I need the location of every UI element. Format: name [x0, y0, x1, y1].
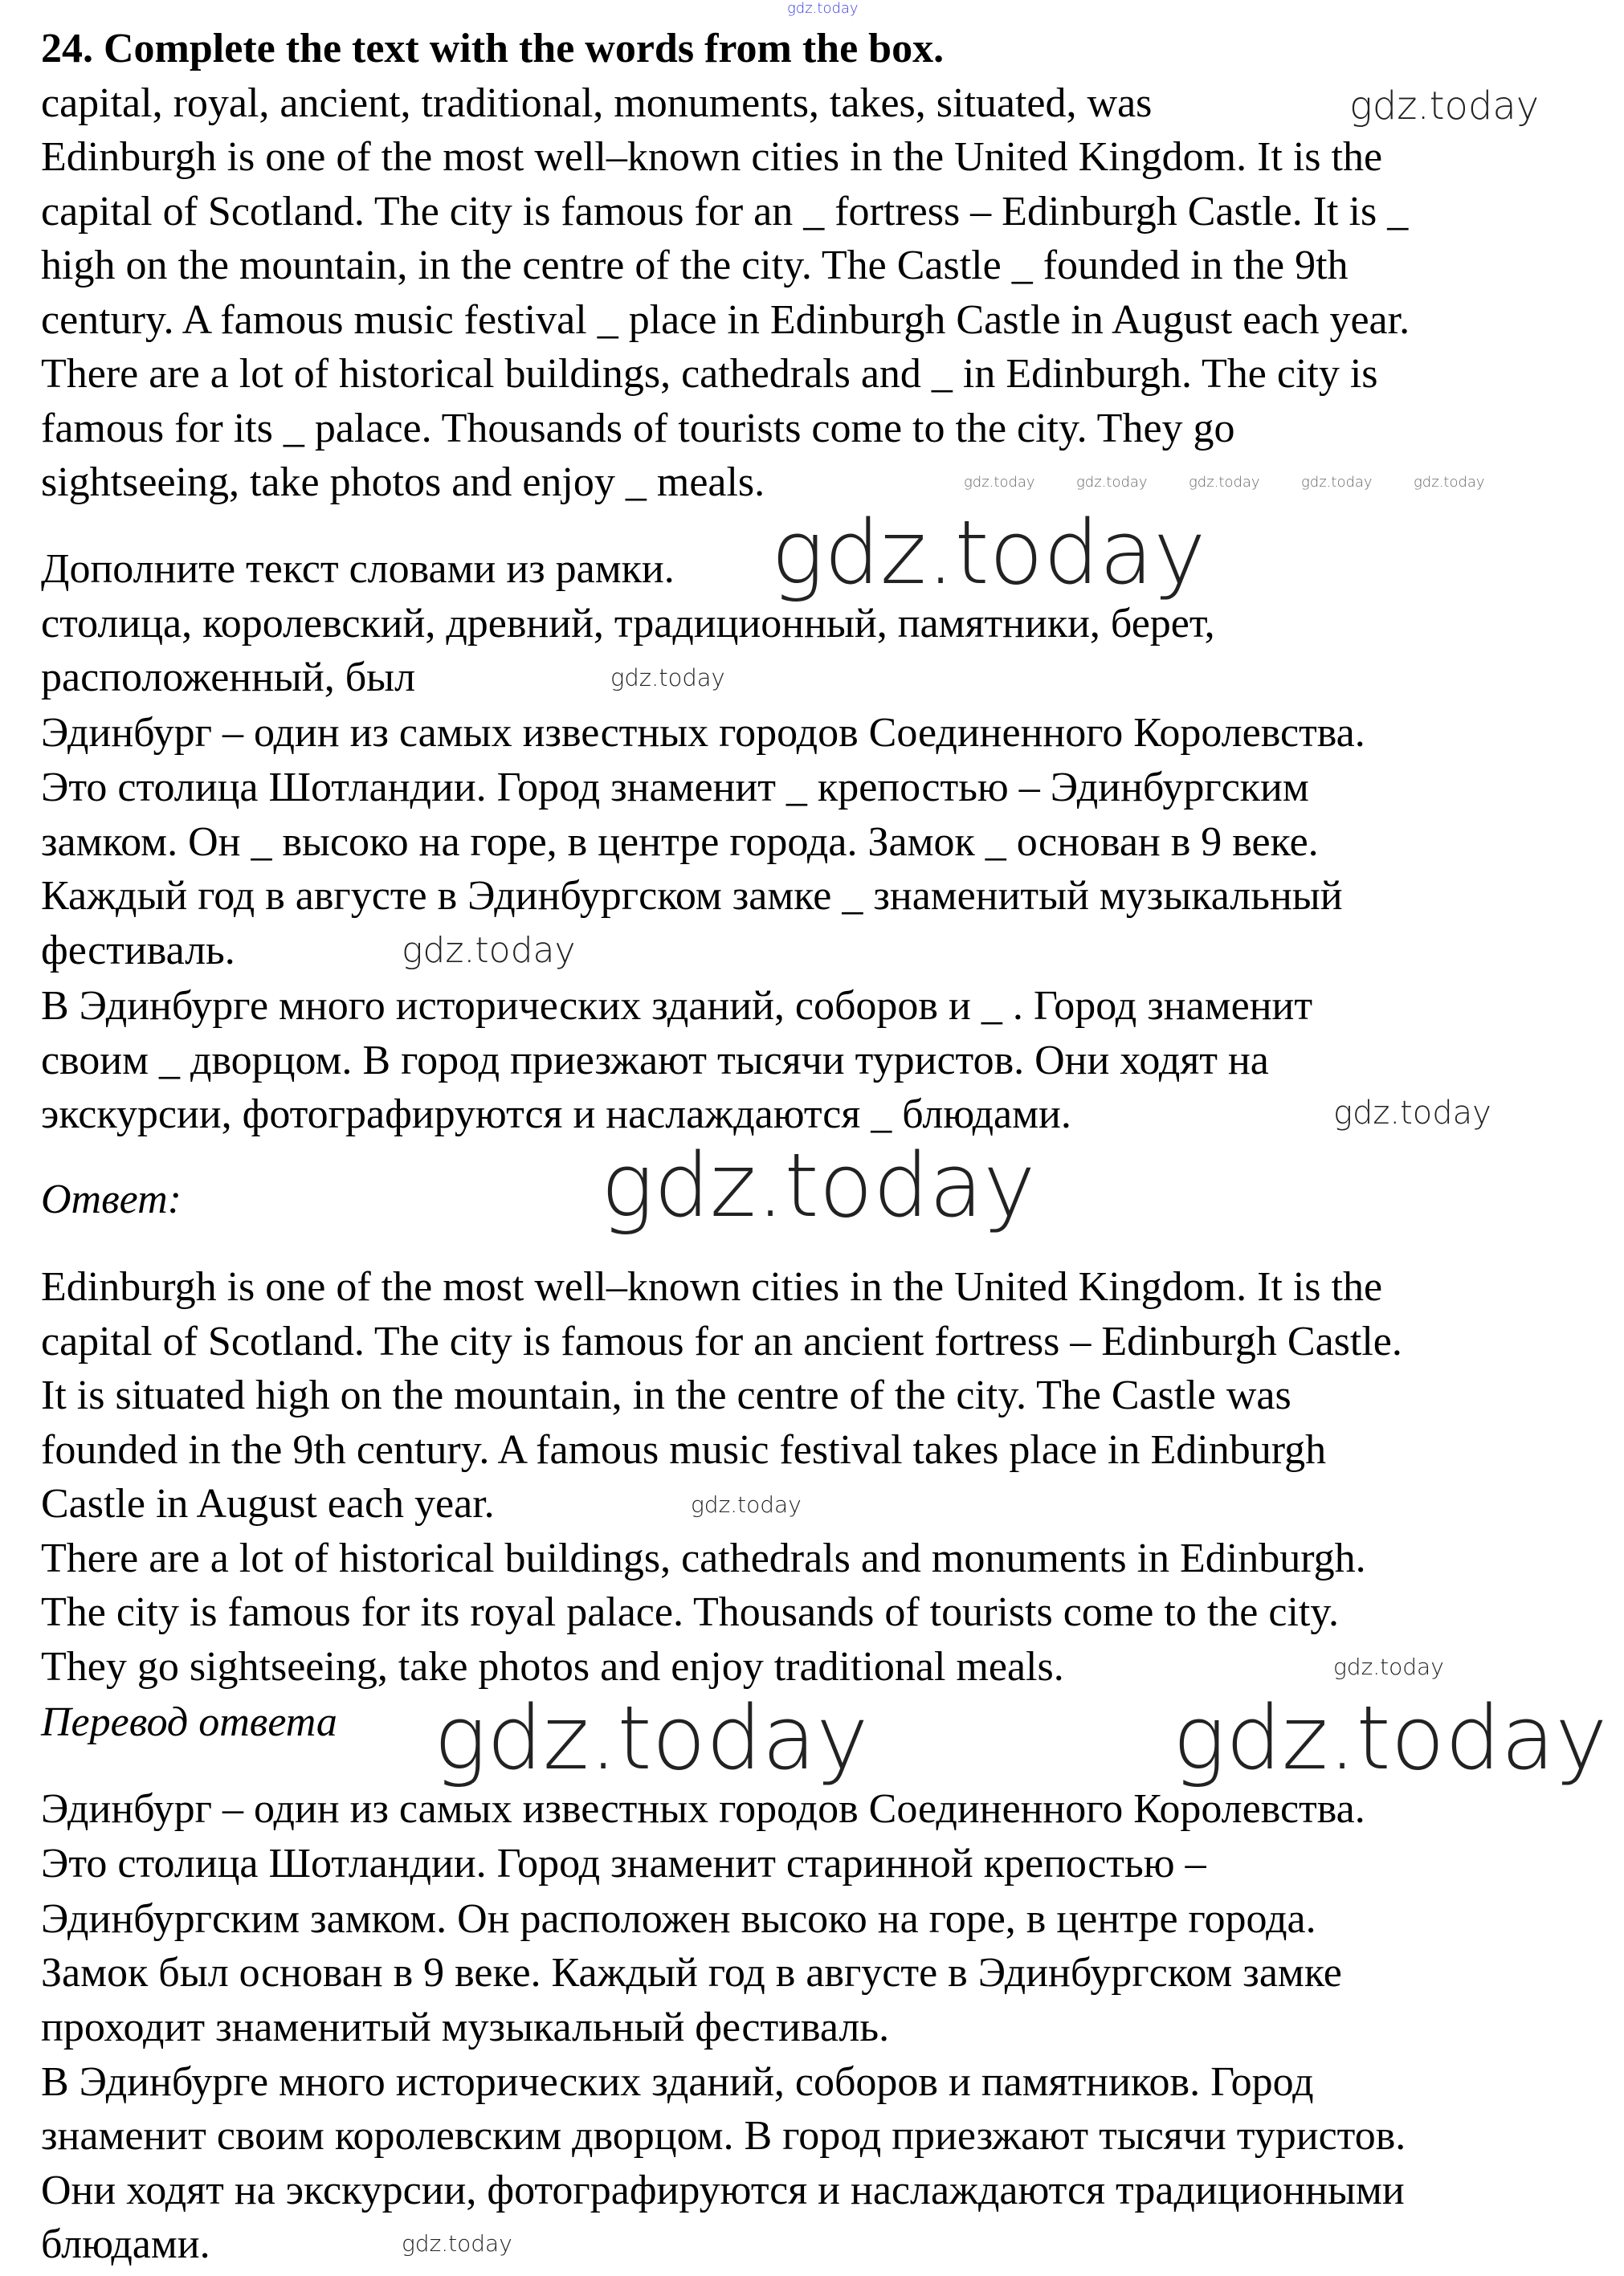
answer-text-line: They go sightseeing, take photos and enjoy traditional meals.	[41, 1644, 1064, 1690]
answer-translation-text-line: Эдинбург – один из самых известных городов Соединенного Королевства.	[41, 1786, 1365, 1832]
watermark: gdz.today	[402, 930, 576, 971]
word-box: capital, royal, ancient, traditional, monuments, takes, situated, was	[41, 80, 1153, 126]
translation-text-line: Эдинбург – один из самых известных городов Соединенного Королевства.	[41, 710, 1365, 756]
answer-text-line: founded in the 9th century. A famous music festival takes place in Edinburgh	[41, 1427, 1327, 1473]
answer-translation-text-line: Замок был основан в 9 веке. Каждый год в августе в Эдинбургском замке	[41, 1950, 1342, 1996]
watermark: gdz.today	[1349, 84, 1540, 128]
answer-text-line: capital of Scotland. The city is famous for an ancient fortress – Edinburgh Castle.	[41, 1319, 1402, 1364]
answer-translation-text-line: Они ходят на экскурсии, фотографируются и наслаждаются традиционными	[41, 2168, 1405, 2213]
answer-translation-text-line: В Эдинбурге много исторических зданий, соборов и памятников. Город	[41, 2059, 1314, 2105]
watermark: gdz.today	[1173, 1687, 1608, 1789]
exercise-title: 24. Complete the text with the words from the box.	[41, 26, 945, 71]
translation-text-line: Это столица Шотландии. Город знаменит _ крепостью – Эдинбургским	[41, 765, 1309, 810]
watermark: gdz.today	[434, 1687, 869, 1789]
answer-text-line: Castle in August each year.	[41, 1481, 495, 1527]
exercise-text-line: high on the mountain, in the centre of the city. The Castle _ founded in the 9th	[41, 243, 1349, 288]
watermark: gdz.today	[771, 501, 1206, 604]
answer-text-line: It is situated high on the mountain, in the centre of the city. The Castle was	[41, 1373, 1291, 1418]
exercise-text-line: capital of Scotland. The city is famous for an _ fortress – Edinburgh Castle. It is _	[41, 189, 1409, 235]
exercise-text-line: Edinburgh is one of the most well–known cities in the United Kingdom. It is the	[41, 134, 1383, 180]
answer-translation-heading: Перевод ответа	[41, 1699, 337, 1745]
answer-text-line: The city is famous for its royal palace. Thousands of tourists come to the city.	[41, 1589, 1339, 1635]
answer-translation-text-line: Эдинбургским замком. Он расположен высоко на горе, в центре города.	[41, 1896, 1316, 1942]
watermark: gdz.today	[1076, 474, 1148, 491]
exercise-text-line: century. A famous music festival _ place in Edinburgh Castle in August each year.	[41, 297, 1410, 343]
answer-translation-text-line: блюдами.	[41, 2221, 210, 2267]
translation-text-line: своим _ дворцом. В город приезжают тысячи туристов. Они ходят на	[41, 1038, 1269, 1083]
watermark: gdz.today	[1414, 474, 1485, 491]
answer-translation-text-line: проходит знаменитый музыкальный фестиваль.	[41, 2005, 890, 2050]
translation-text-line: экскурсии, фотографируются и наслаждаются _ блюдами.	[41, 1091, 1071, 1137]
translation-text-line: замком. Он _ высоко на горе, в центре города. Замок _ основан в 9 веке.	[41, 819, 1319, 865]
translation-text-line: Каждый год в августе в Эдинбургском замке _ знаменитый музыкальный	[41, 873, 1343, 919]
watermark: gdz.today	[1189, 474, 1260, 491]
exercise-text-line: There are a lot of historical buildings, cathedrals and _ in Edinburgh. The city is	[41, 351, 1378, 397]
translation-text-line: фестиваль.	[41, 928, 235, 973]
exercise-text-line: famous for its _ palace. Thousands of tourists come to the city. They go	[41, 406, 1235, 451]
answer-text-line: There are a lot of historical buildings, cathedrals and monuments in Edinburgh.	[41, 1536, 1366, 1581]
watermark: gdz.today	[610, 664, 725, 691]
answer-heading: Ответ:	[41, 1177, 182, 1222]
translation-text-line: В Эдинбурге много исторических зданий, соборов и _ . Город знаменит	[41, 983, 1313, 1029]
watermark: gdz.today	[1333, 1654, 1444, 1680]
translation-word-box-line: столица, королевский, древний, традиционный, памятники, берет,	[41, 601, 1215, 646]
answer-translation-text-line: Это столица Шотландии. Город знаменит старинной крепостью –	[41, 1841, 1206, 1886]
watermark: gdz.today	[402, 2230, 512, 2257]
watermark: gdz.today	[787, 0, 859, 17]
answer-text-line: Edinburgh is one of the most well–known cities in the United Kingdom. It is the	[41, 1264, 1383, 1310]
exercise-text-line: sightseeing, take photos and enjoy _ meals.	[41, 459, 765, 505]
watermark: gdz.today	[964, 474, 1035, 491]
watermark: gdz.today	[1333, 1095, 1491, 1132]
translation-title: Дополните текст словами из рамки.	[41, 546, 675, 592]
watermark: gdz.today	[601, 1134, 1036, 1237]
watermark: gdz.today	[691, 1491, 802, 1518]
translation-word-box-line: расположенный, был	[41, 655, 416, 700]
answer-translation-text-line: знаменит своим королевским дворцом. В город приезжают тысячи туристов.	[41, 2113, 1406, 2159]
watermark: gdz.today	[1301, 474, 1373, 491]
